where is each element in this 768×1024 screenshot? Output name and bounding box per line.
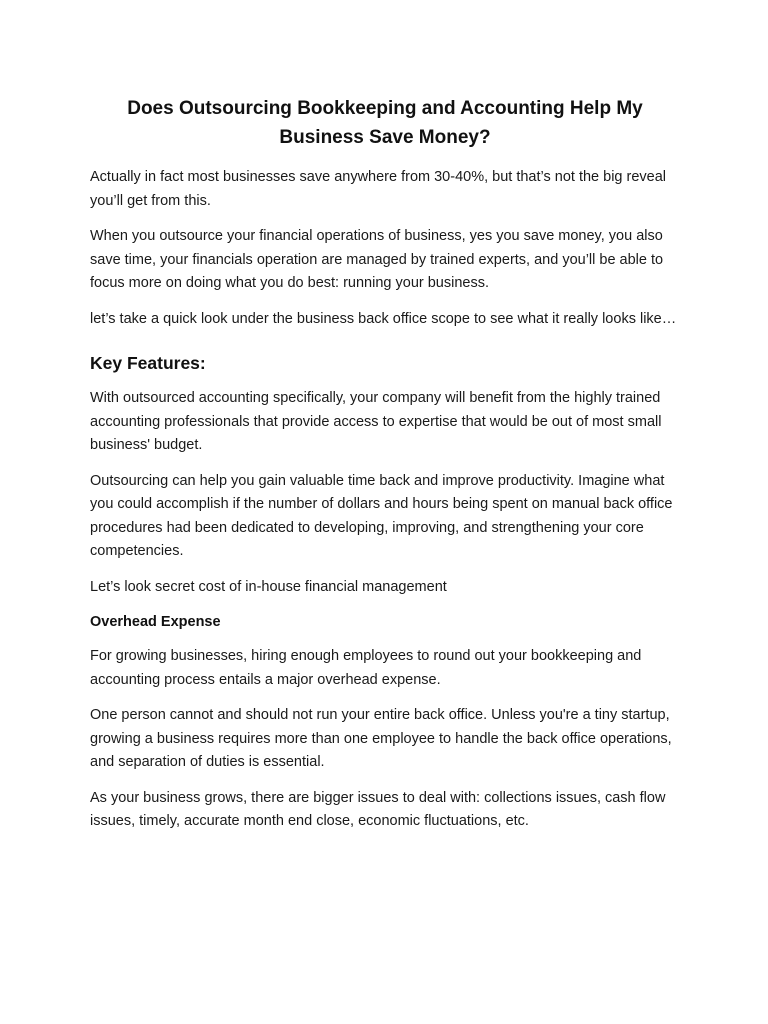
key-features-heading: Key Features: (90, 353, 206, 373)
key-features-paragraph-1: With outsourced accounting specifically, your company will benefit from the highly trained accounting professionals that provide access to expertise that would be out of most small business' budget. (90, 390, 662, 453)
intro-paragraph-3: let’s take a quick look under the business back office scope to see what it really looks like… (90, 310, 677, 327)
key-features-paragraph-3: Let’s look secret cost of in-house financial management (90, 578, 447, 595)
overhead-paragraph-3: As your business grows, there are bigger issues to deal with: collections issues, cash flow issues, timely, accurate month end close, economic fluctuations, etc. (90, 789, 666, 829)
key-features-paragraph-2: Outsourcing can help you gain valuable time back and improve productivity. Imagine what you could accomplish if the number of dollars and hours being spent on manual back office procedures had been dedicated to developing, improving, and strengthening your core competencies. (90, 472, 673, 559)
document-title: Does Outsourcing Bookkeeping and Accounting Help My Business Save Money? (127, 98, 643, 148)
overhead-paragraph-1: For growing businesses, hiring enough employees to round out your bookkeeping and accounting process entails a major overhead expense. (90, 648, 642, 688)
overhead-paragraph-2: One person cannot and should not run your entire back office. Unless you're a tiny startup, growing a business requires more than one employee to handle the back office operations, and separation of duties is essential. (90, 707, 672, 770)
document-body (90, 94, 680, 846)
intro-paragraph-1: Actually in fact most businesses save anywhere from 30-40%, but that’s not the big reveal you’ll get from this. (90, 169, 667, 209)
intro-paragraph-2: When you outsource your financial operations of business, yes you save money, you also save time, your financials operation are managed by trained experts, and you’ll be able to focus more on doing what you do best: running your business. (90, 228, 664, 291)
overhead-expense-heading: Overhead Expense (90, 614, 221, 630)
